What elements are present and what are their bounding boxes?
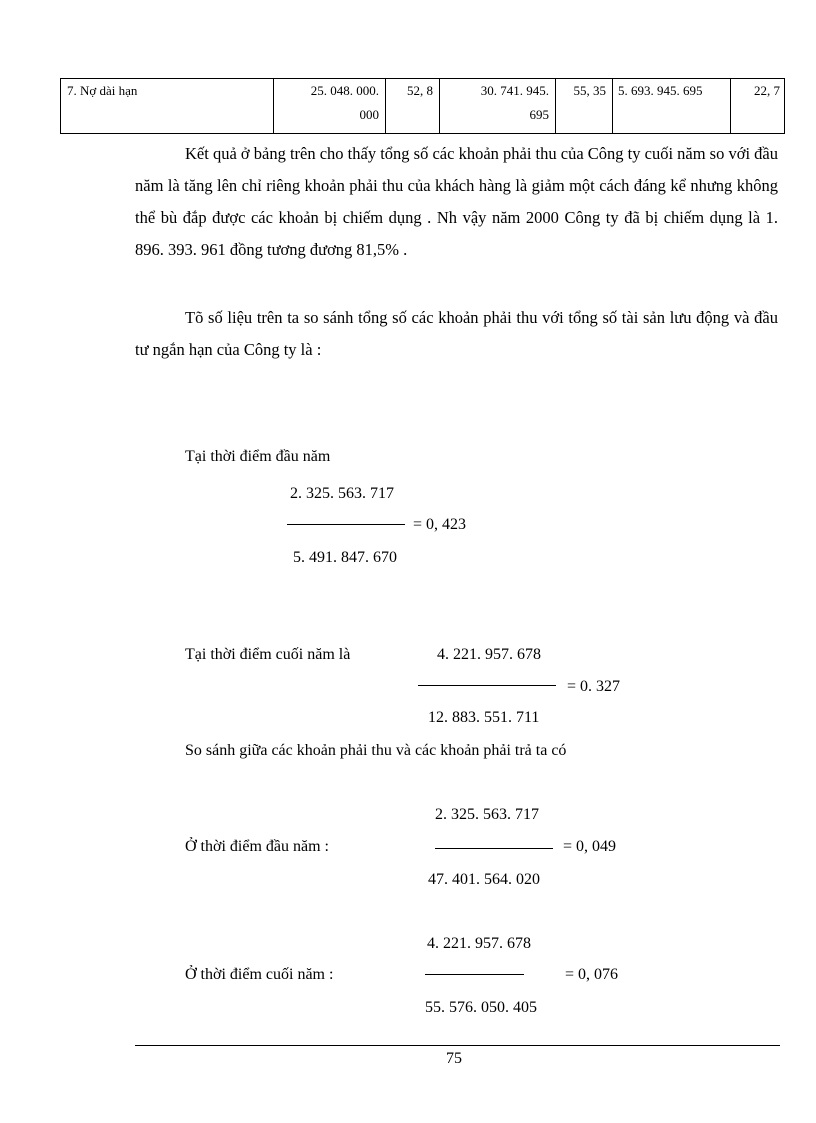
value-1: [273, 79, 385, 133]
value-2-line2: 695: [529, 107, 549, 122]
calc1-numerator: 2. 325. 563. 717: [290, 485, 394, 502]
calc2-fraction-bar: [418, 685, 556, 686]
calc2-label: Tại thời điểm cuối năm là: [185, 646, 351, 663]
calc1-label: Tại thời điểm đầu năm: [185, 448, 331, 465]
calc1-fraction-bar: [287, 524, 405, 525]
paragraph-2: Tõ số liệu trên ta so sánh tổng số các khoản phải thu với tổng số tài sản lưu động và đầu tư ngắn hạn của Công ty là :: [135, 308, 778, 359]
value-2: [439, 79, 555, 133]
calc4-denominator: 55. 576. 050. 405: [425, 999, 537, 1016]
calc4-label: Ở thời điểm cuối năm :: [185, 966, 334, 983]
percent-3: 22, 7: [754, 83, 780, 98]
compare-heading: So sánh giữa các khoản phải thu và các khoản phải trả ta có: [185, 742, 567, 759]
calc1-result: = 0, 423: [413, 516, 467, 533]
paragraph-1: Kết quả ở bảng trên cho thấy tổng số các khoản phải thu của Công ty cuối năm so với đầu năm là tăng lên chỉ riêng khoản phải thu của khách hàng là giảm một cách đáng kể nhưng không thể bù đắp được các khoản bị chiếm dụng . Nh vậy năm 2000 Công ty đã bị chiếm dụng là 1. 896. 393. 961 đồng tương đương 81,5% .: [135, 144, 778, 259]
value-1-line1: 25. 048. 000.: [310, 83, 379, 98]
calc3-numerator: 2. 325. 563. 717: [435, 806, 539, 823]
value-3: 5. 693. 945. 695: [618, 83, 703, 98]
value-1-line2: 000: [359, 107, 379, 122]
calc2-denominator: 12. 883. 551. 711: [428, 709, 540, 726]
calc1-denominator: 5. 491. 847. 670: [293, 549, 397, 566]
calc3-label: Ở thời điểm đầu năm :: [185, 838, 329, 855]
calc3-denominator: 47. 401. 564. 020: [428, 871, 540, 888]
calc3-fraction-bar: [435, 848, 553, 849]
debt-table: [60, 78, 785, 134]
calc4-result: = 0, 076: [565, 966, 619, 983]
calc4-fraction-bar: [425, 974, 524, 975]
calc4-numerator: 4. 221. 957. 678: [427, 935, 531, 952]
page-number: 75: [446, 1050, 462, 1067]
footer-rule: [135, 1045, 780, 1046]
percent-1: 52, 8: [407, 83, 433, 98]
calc3-result: = 0, 049: [563, 838, 617, 855]
calc2-numerator: 4. 221. 957. 678: [437, 646, 541, 663]
percent-2: 55, 35: [573, 83, 606, 98]
row-label: 7. Nợ dài hạn: [67, 83, 138, 98]
calc2-result: = 0. 327: [567, 678, 621, 695]
value-2-line1: 30. 741. 945.: [480, 83, 549, 98]
